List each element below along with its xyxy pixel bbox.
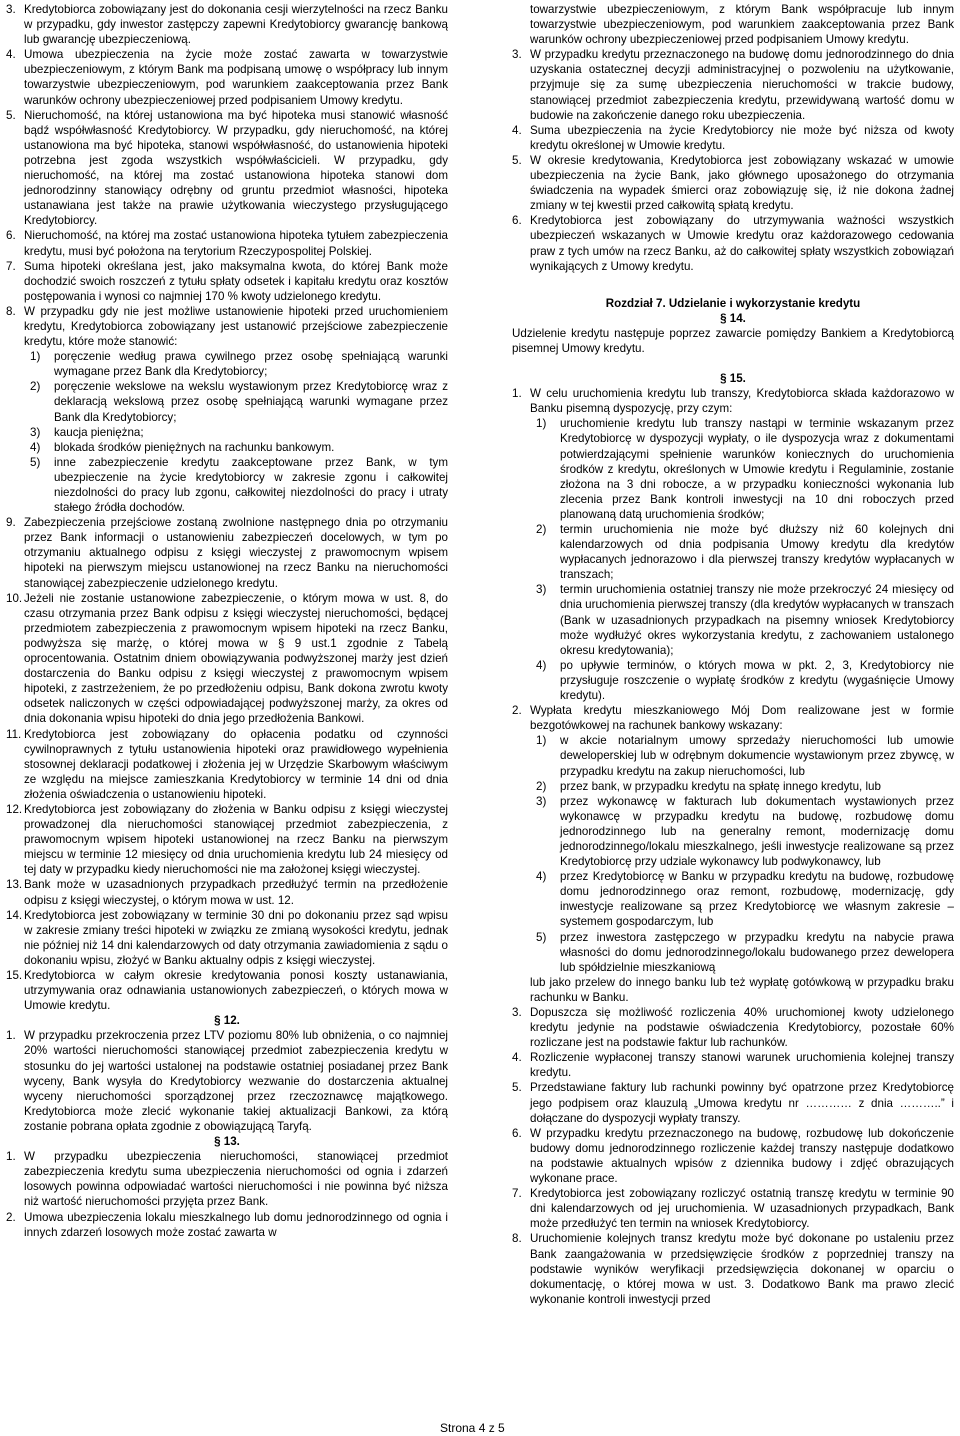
list-item [512, 213, 954, 273]
spacer [512, 274, 954, 296]
item-number: 1. [512, 387, 522, 401]
item-number: 10. [6, 591, 23, 605]
item-number: 15. [6, 969, 23, 982]
item-number: 9. [6, 516, 16, 530]
item-text: Wypłata kredytu mieszkaniowego Mój Dom realizowane jest w formie bezgotówkowej na rachunek bankowy wskazany: [530, 704, 954, 733]
item-text: przez bank, w przypadku kredytu na spłatę innego kredytu, lub [560, 779, 881, 793]
list-item [6, 591, 448, 727]
list-item [512, 1186, 954, 1231]
item-text: inne zabezpieczenie kredytu zaakceptowane przez Bank, w tym ubezpieczenie na życie kredytobiorcy w zakresie zgonu i całkowitej niezdolności do pracy lub zgonu, całkowitej niezdolności do pracy i utraty stałego źródła dochodów. [54, 455, 448, 515]
list-item [6, 304, 448, 349]
item-number: 4) [536, 870, 547, 884]
list-item [6, 47, 448, 107]
item-number: 7. [6, 259, 16, 273]
left-column [6, 2, 448, 1240]
item-text: przez inwestora zastępczego w przypadku kredytu na nabycie prawa własności do domu jednorodzinnego/lokalu budowanego przez dewelopera lub spółdzielnie mieszkaniową [560, 930, 954, 974]
item-number: 4. [6, 48, 16, 62]
sub-list-item [6, 379, 448, 424]
sub-list-item [512, 930, 954, 975]
item-text: poręczenie według prawa cywilnego przez osobę spełniającą warunki wymagane przez Bank dla Kredytobiorcy; [54, 350, 448, 379]
item-number: 5. [6, 108, 16, 122]
list-item [512, 386, 954, 416]
list-item [6, 1028, 448, 1134]
list-item [512, 1231, 954, 1306]
section-heading: § 13. [214, 1135, 240, 1149]
list-item [6, 968, 448, 1013]
section-heading: § 15. [720, 372, 746, 386]
item-number: 5. [512, 153, 522, 167]
item-number: 3) [536, 794, 547, 808]
item-number: 3) [30, 425, 41, 439]
sub-list-item [512, 658, 954, 703]
sub-list-item [512, 416, 954, 522]
list-item [6, 727, 448, 802]
sub-list-item [6, 455, 448, 515]
list-item [6, 2, 448, 47]
item-number: 14. [6, 908, 23, 922]
item-number: 6. [512, 214, 522, 228]
list-item [6, 877, 448, 907]
item-text: Nieruchomość, na której ustanowiona ma być hipoteka musi stanowić własność bądź współwłasność Kredytobiorcy. W przypadku, gdy nieruchomość, na której ustanowiona ma być hipoteka, stanowi współwłasność, do ustanowienia hipoteki potrzebna jest zgoda wszystkich współwłaścicieli. W przypadku, gdy nieruchomość, na której ma zostać ustanowiona hipoteka stanowi dom jednorodzinny stanowiący odrębny od gruntu przedmiot własności, hipoteka ustanawiana jest także na prawie użytkowania wieczystego przysługującego Kredytobiorcy. [24, 108, 448, 228]
item-number: 1) [30, 350, 41, 364]
item-text: uruchomienie kredytu lub transzy nastąpi w terminie wskazanym przez Kredytobiorcę w dyspozycji wypłaty, o ile dyspozycja wraz z dokumentami potwierdzającymi spełnienie warunków koniecznych do uruchomienia środków z kredytu, określonych w Umowie kredytu i Regulaminie, zostanie złożona na 3 dni robocze, a w przypadku konieczności wykonania lub zlecenia przez Bank kontroli inwestycji na 10 dni roboczych przed planowaną datą uruchomienia środków; [560, 417, 954, 521]
item-number: 8. [512, 1232, 522, 1246]
item-text: W przypadku ubezpieczenia nieruchomości, stanowiącej przedmiot zabezpieczenia kredytu suma ubezpieczenia nieruchomości od ognia i zdarzeń losowych powinna odpowiadać wartości nieruchomości i nie powinna być niższa niż wartość nieruchomości przyjęta przez Bank. [24, 1150, 448, 1209]
item-number: 5. [512, 1081, 522, 1095]
item-text: kaucja pieniężna; [54, 425, 144, 439]
item-number: 1. [6, 1150, 16, 1164]
list-item [6, 1210, 448, 1240]
sub-list-item [512, 522, 954, 582]
sub-list-item [6, 440, 448, 455]
item-text: Bank może w uzasadnionych przypadkach przedłużyć termin na przedłożenie odpisu z księgi wieczystej, o którym mowa w ust. 12. [24, 878, 448, 907]
item-text: Umowa ubezpieczenia na życie może zostać zawarta w towarzystwie ubezpieczeniowym, z którym Bank ma podpisaną umowę o współpracy lub innym towarzystwie ubezpieczeniowym, pod warunkiem zaakceptowania przez Bank warunków ochrony ubezpieczeniowej przed podpisaniem Umowy kredytu. [24, 48, 448, 107]
item-number: 3) [536, 583, 547, 597]
item-number: 2. [6, 1210, 16, 1224]
list-item [512, 123, 954, 153]
item-number: 1. [6, 1029, 16, 1043]
item-text: Przedstawiane faktury lub rachunki powinny być opatrzone przez Kredytobiorcę jego podpisem oraz klauzulą „Umowa kredytu nr ………… z dnia ………..” i dołączane do dyspozycji wypłaty transzy. [530, 1081, 954, 1125]
item-number: 6. [512, 1126, 522, 1140]
item-number: 1) [536, 734, 547, 748]
sub-list-item [6, 425, 448, 440]
item-text: W przypadku przekroczenia przez LTV poziomu 80% lub obniżenia, o co najmniej 20% wartości nieruchomości stanowiącej przedmiot zabezpieczenia kredytu w stosunku do jej wartości ustalonej na podstawie ostatniej posiadanej przez Bank wyceny, Bank wysyła do Kredytobiorcy wezwanie do dostarczenia aktualnej wyceny nieruchomości sporządzonej przez rzeczoznawcę majątkowego. Kredytobiorca może zlecić wykonanie takiej aktualizacji Bankowi, za którą zostanie pobrana opłata zgodnie z obowiązującą Taryfą. [24, 1029, 448, 1133]
list-item [512, 703, 954, 733]
section-heading: Rozdział 7. Udzielanie i wykorzystanie kredytu [605, 296, 861, 310]
item-text: Suma hipoteki określana jest, jako maksymalna kwota, do której Bank może dochodzić swoich roszczeń z tytułu spłaty odsetek i kapitału kredytu oraz kosztów postępowania i wynosi co najmniej 170 % kwoty udzielonego kredytu. [24, 259, 448, 303]
item-number: 2) [536, 523, 547, 536]
item-text: Kredytobiorca zobowiązany jest do dokonania cesji wierzytelności na rzecz Banku w przypadku, gdy inwestor zastępczy zapewni Kredytobiorcy gwarancję bankową lub gwarancję ubezpieczeniową. [24, 3, 448, 47]
item-text: Suma ubezpieczenia na życie Kredytobiorcy nie może być niższa od kwoty kredytu określonej w Umowie kredytu. [530, 123, 954, 152]
section-heading: § 14. [720, 311, 746, 325]
sub-list-item [512, 733, 954, 778]
item-number: 4) [536, 658, 547, 672]
item-text: W przypadku gdy nie jest możliwe ustanowienie hipoteki przed uruchomieniem kredytu, Kredytobiorca zobowiązany jest ustanowić przejściowe zabezpieczenie kredytu, które może stanowić: [24, 304, 448, 349]
item-text: po upływie terminów, o których mowa w pkt. 2, 3, Kredytobiorcy nie przysługuje roszczenie o wypłatę środków z kredytu (wygaśnięcie Umowy kredytu). [560, 658, 954, 703]
list-item [512, 153, 954, 213]
item-text: przez Kredytobiorcę w Banku w przypadku kredytu na budowę, rozbudowę domu jednorodzinnego oraz remont, rozbudowę, modernizację, gdy inwestycje realizowane są przez Kredytobiorcę we własnym zakresie – systemem gospodarczym, lub [560, 870, 954, 929]
sub-list-item [512, 794, 954, 869]
continuation-text: towarzystwie ubezpieczeniowym, z którym Bank współpracuje lub innym towarzystwie ubezpieczeniowym, pod warunkiem zaakceptowania przez Bank warunków ochrony ubezpieczeniowej przed podpisaniem Umowy kredytu. [530, 3, 954, 47]
item-text: poręczenie wekslowe na wekslu wystawionym przez Kredytobiorcę wraz z deklaracją wekslową przez osobę spełniającą warunki wymagane przez Bank dla Kredytobiorcy; [54, 380, 448, 424]
list-item [512, 1005, 954, 1050]
item-number: 13. [6, 878, 23, 892]
item-number: 3. [512, 48, 522, 62]
item-text: W przypadku kredytu przeznaczonego na budowę, rozbudowę lub dokończenie budowy domu jednorodzinnego rozliczenie każdej transzy następuje dodatkowo na podstawie aktualnych wpisów z dziennika budowy i zdjęć obrazujących wykonane prace. [530, 1126, 954, 1186]
list-item [6, 802, 448, 877]
list-item [512, 1080, 954, 1125]
page-footer: Strona 4 z 5 [440, 1421, 505, 1435]
item-text: Jeżeli nie zostanie ustanowione zabezpieczenie, o którym mowa w ust. 8, do czasu otrzymania przez Bank odpisu z księgi wieczystej nieruchomości, będącej przedmiotem zabezpieczenia z prawomocnym wpisem hipoteki na rzecz Banku, podwyższa się marżę, o której mowa w § 9 ust.1 zgodnie z Tabelą oprocentowania. Ostatnim dniem obowiązywania podwyższonej marży jest dzień dostarczenia do Banku odpisu z księgi wieczystej z prawomocnym wpisem hipoteki, z zastrzeżeniem, że po przedłożeniu odpisu, Bank dokona zwrotu kwoty odsetek naliczonych w części odpowiadającej podwyższonej marży, za okres od dnia dokonania wpisu hipoteki do dnia jego przedłożenia Bankowi. [24, 591, 448, 726]
list-item [512, 1050, 954, 1080]
item-number: 5) [30, 455, 41, 469]
item-number: 8. [6, 304, 16, 318]
list-item [512, 1126, 954, 1186]
item-number: 5) [536, 930, 547, 944]
list-item [512, 47, 954, 122]
item-text: Kredytobiorca jest zobowiązany do złożenia w Banku odpisu z księgi wieczystej prowadzonej dla nieruchomości stanowiącej przedmiot zabezpieczenia, z prawomocnym wpisem hipoteki ustanowionej na rzecz Banku na pierwszym miejscu w terminie 12 miesięcy od dnia uruchomienia kredytu lub 24 miesięcy od tej daty w przypadku kiedy nieruchomości nie ma założonej księgi wieczystej. [24, 802, 448, 877]
item-text: W przypadku kredytu przeznaczonego na budowę domu jednorodzinnego do dnia uzyskania ostatecznej decyzji administracyjnej o pozwoleniu na użytkowanie, przyjmuje się za sumę ubezpieczenia nieruchomości w trakcie budowy, stanowiącej przedmiot zabezpieczenia kredytu, przewidywaną wartość domu w budowie na zakończenie danego roku ubezpieczenia. [530, 48, 954, 122]
item-text: Nieruchomość, na której ma zostać ustanowiona hipoteka tytułem zabezpieczenia kredytu, musi być położona na terytorium Rzeczypospolitej Polskiej. [24, 229, 448, 258]
item-text: termin uruchomienia nie może być dłuższy niż 60 kolejnych dni kalendarzowych od dnia podpisania Umowy kredytu dla kredytów wypłacanych jednorazowo i dla pierwszej transzy kredytów wypłacanych w transzach; [560, 523, 954, 582]
item-text: Umowa ubezpieczenia lokalu mieszkalnego lub domu jednorodzinnego od ognia i innych zdarzeń losowych może zostać zawarta w [24, 1210, 448, 1239]
section-heading: § 12. [214, 1014, 240, 1028]
item-number: 2) [30, 380, 41, 394]
list-item [6, 1149, 448, 1209]
list-item [6, 259, 448, 304]
item-number: 3. [6, 3, 16, 16]
item-text: W celu uruchomienia kredytu lub transzy, Kredytobiorca składa każdorazowo w Banku pisemną dyspozycję, przy czym: [530, 387, 954, 416]
item-text: Zabezpieczenia przejściowe zostaną zwolnione następnego dnia po otrzymaniu przez Bank informacji o ustanowieniu zabezpieczeń docelowych, w tym po otrzymaniu aktualnego odpisu z księgi wieczystej z prawomocnym wpisem hipoteki na pierwszym miejscu ustanowionej na rzecz Banku na nieruchomości stanowiącej zabezpieczenie udzielonego kredytu. [24, 516, 448, 590]
list-item [6, 908, 448, 968]
item-number: 4) [30, 440, 41, 454]
item-number: 7. [512, 1187, 522, 1201]
item-text: W okresie kredytowania, Kredytobiorca jest zobowiązany wskazać w umowie ubezpieczenia na życie Bank, jako głównego uposażonego do otrzymania świadczenia na wypadek śmierci oraz zobowiązuję się, iż nie dokona żadnej zmiany w tej kwestii przed całkowitą spłatą kredytu. [530, 153, 954, 213]
item-text: Dopuszcza się możliwość rozliczenia 40% uruchomionej kwoty udzielonego kredytu jedynie na podstawie oświadczenia Kredytobiorcy, pozostałe 60% rozliczane jest na podstawie faktur lub rachunków. [530, 1006, 954, 1050]
list-item [6, 108, 448, 229]
item-number: 3. [512, 1006, 522, 1019]
item-number: 2) [536, 779, 547, 793]
item-number: 4. [512, 1051, 522, 1065]
item-number: 6. [6, 229, 16, 243]
sub-list-item [512, 869, 954, 929]
paragraph: Udzielenie kredytu następuje poprzez zawarcie pomiędzy Bankiem a Kredytobiorcą pisemnej Umowy kredytu. [512, 326, 954, 355]
item-number: 4. [512, 123, 522, 137]
sub-list-item [512, 582, 954, 657]
item-text: Kredytobiorca jest zobowiązany rozliczyć ostatnią transzę kredytu w terminie 90 dni kalendarzowych od jej uruchomienia. W uzasadnionych przypadkach, Bank może przedłużyć ten termin na wniosek Kredytobiorcy. [530, 1187, 954, 1231]
item-text: Kredytobiorca w całym okresie kredytowania ponosi koszty ustanawiania, utrzymywania oraz odnawiania ustanowionych zabezpieczeń, o których mowa w Umowie kredytu. [24, 969, 448, 1013]
spacer [512, 356, 954, 371]
item-text: blokada środków pieniężnych na rachunku bankowym. [54, 440, 335, 454]
item-text: przez wykonawcę w fakturach lub dokumentach wystawionych przez wykonawcę w przypadku kredytu na budowę, rozbudowę domu jednorodzinnego lub na generalny remont, modernizację domu jednorodzinnego/lokalu mieszkalnego, jeśli inwestycje realizowane są przez Kredytobiorcę przy udziale wykonawcy lub podwykonawcy, lub [560, 794, 954, 869]
item-text: Kredytobiorca jest zobowiązany do opłacenia podatku od czynności cywilnoprawnych z tytułu ustanowienia hipoteki oraz prawidłowego wypełnienia stosownej deklaracji podatkowej i złożenia jej w Urzędzie Skarbowym właściwym ze względu na miejsce zamieszkania Kredytobiorcy w terminie 14 dni od dnia złożenia oświadczenia o ustanowieniu hipoteki. [24, 727, 448, 801]
item-number: 2. [512, 704, 522, 718]
right-column [512, 2, 954, 1307]
list-item [6, 228, 448, 258]
list-item [6, 515, 448, 590]
item-text: Uruchomienie kolejnych transz kredytu może być dokonane po ustaleniu przez Bank zaangażowania w przedsięwzięcie środków z poprzedniej transzy na podstawie wyników weryfikacji przedsięwzięcia dokonanej w oparciu o dokumentację, o której mowa w ust. 3. Dodatkowo Bank ma prawo zlecić wykonanie kontroli inwestycji przed [530, 1232, 954, 1306]
item-text: w akcie notarialnym umowy sprzedaży nieruchomości lub umowie deweloperskiej lub w odrębnym dokumencie wystawionym przez zbywcę, w przypadku kredytu na zakup nieruchomości, lub [560, 734, 954, 778]
sub-list-item [512, 779, 954, 794]
sub-list-item [6, 349, 448, 379]
item-text: Kredytobiorca jest zobowiązany do utrzymywania ważności wszystkich ubezpieczeń wskazanych w Umowie kredytu oraz każdorazowego cedowania praw z tych umów na rzecz Banku, aż do całkowitej spłaty wszystkich zobowiązań wynikających z Umowy kredytu. [530, 214, 954, 273]
item-text: termin uruchomienia ostatniej transzy nie może przekroczyć 24 miesięcy od dnia uruchomienia pierwszej transzy (dla kredytów wypłacanych w transzach (Bank w uzasadnionych przypadkach na pisemny wniosek Kredytobiorcy może wydłużyć okres wykorzystania kredytu, z zachowaniem ustalonego okresu kredytowania); [560, 583, 954, 657]
item-text: Kredytobiorca jest zobowiązany w terminie 30 dni po dokonaniu przez sąd wpisu w zakresie zmiany treści hipoteki w związku ze zmianą wysokości kredytu, jednak nie później niż 14 dni kalendarzowych od daty otrzymania zawiadomienia z sądu o dokonaniu wpisu, złożyć w Banku aktualny odpis z księgi wieczystej. [24, 908, 448, 967]
item-number: 12. [6, 802, 23, 816]
item-number: 11. [6, 727, 22, 741]
item-text: Rozliczenie wypłaconej transzy stanowi warunek uruchomienia kolejnej transzy kredytu. [530, 1051, 954, 1080]
continuation-text: lub jako przelew do innego banku lub też wypłatę gotówkową w przypadku braku rachunku w Banku. [530, 975, 954, 1004]
item-number: 1) [536, 417, 547, 431]
